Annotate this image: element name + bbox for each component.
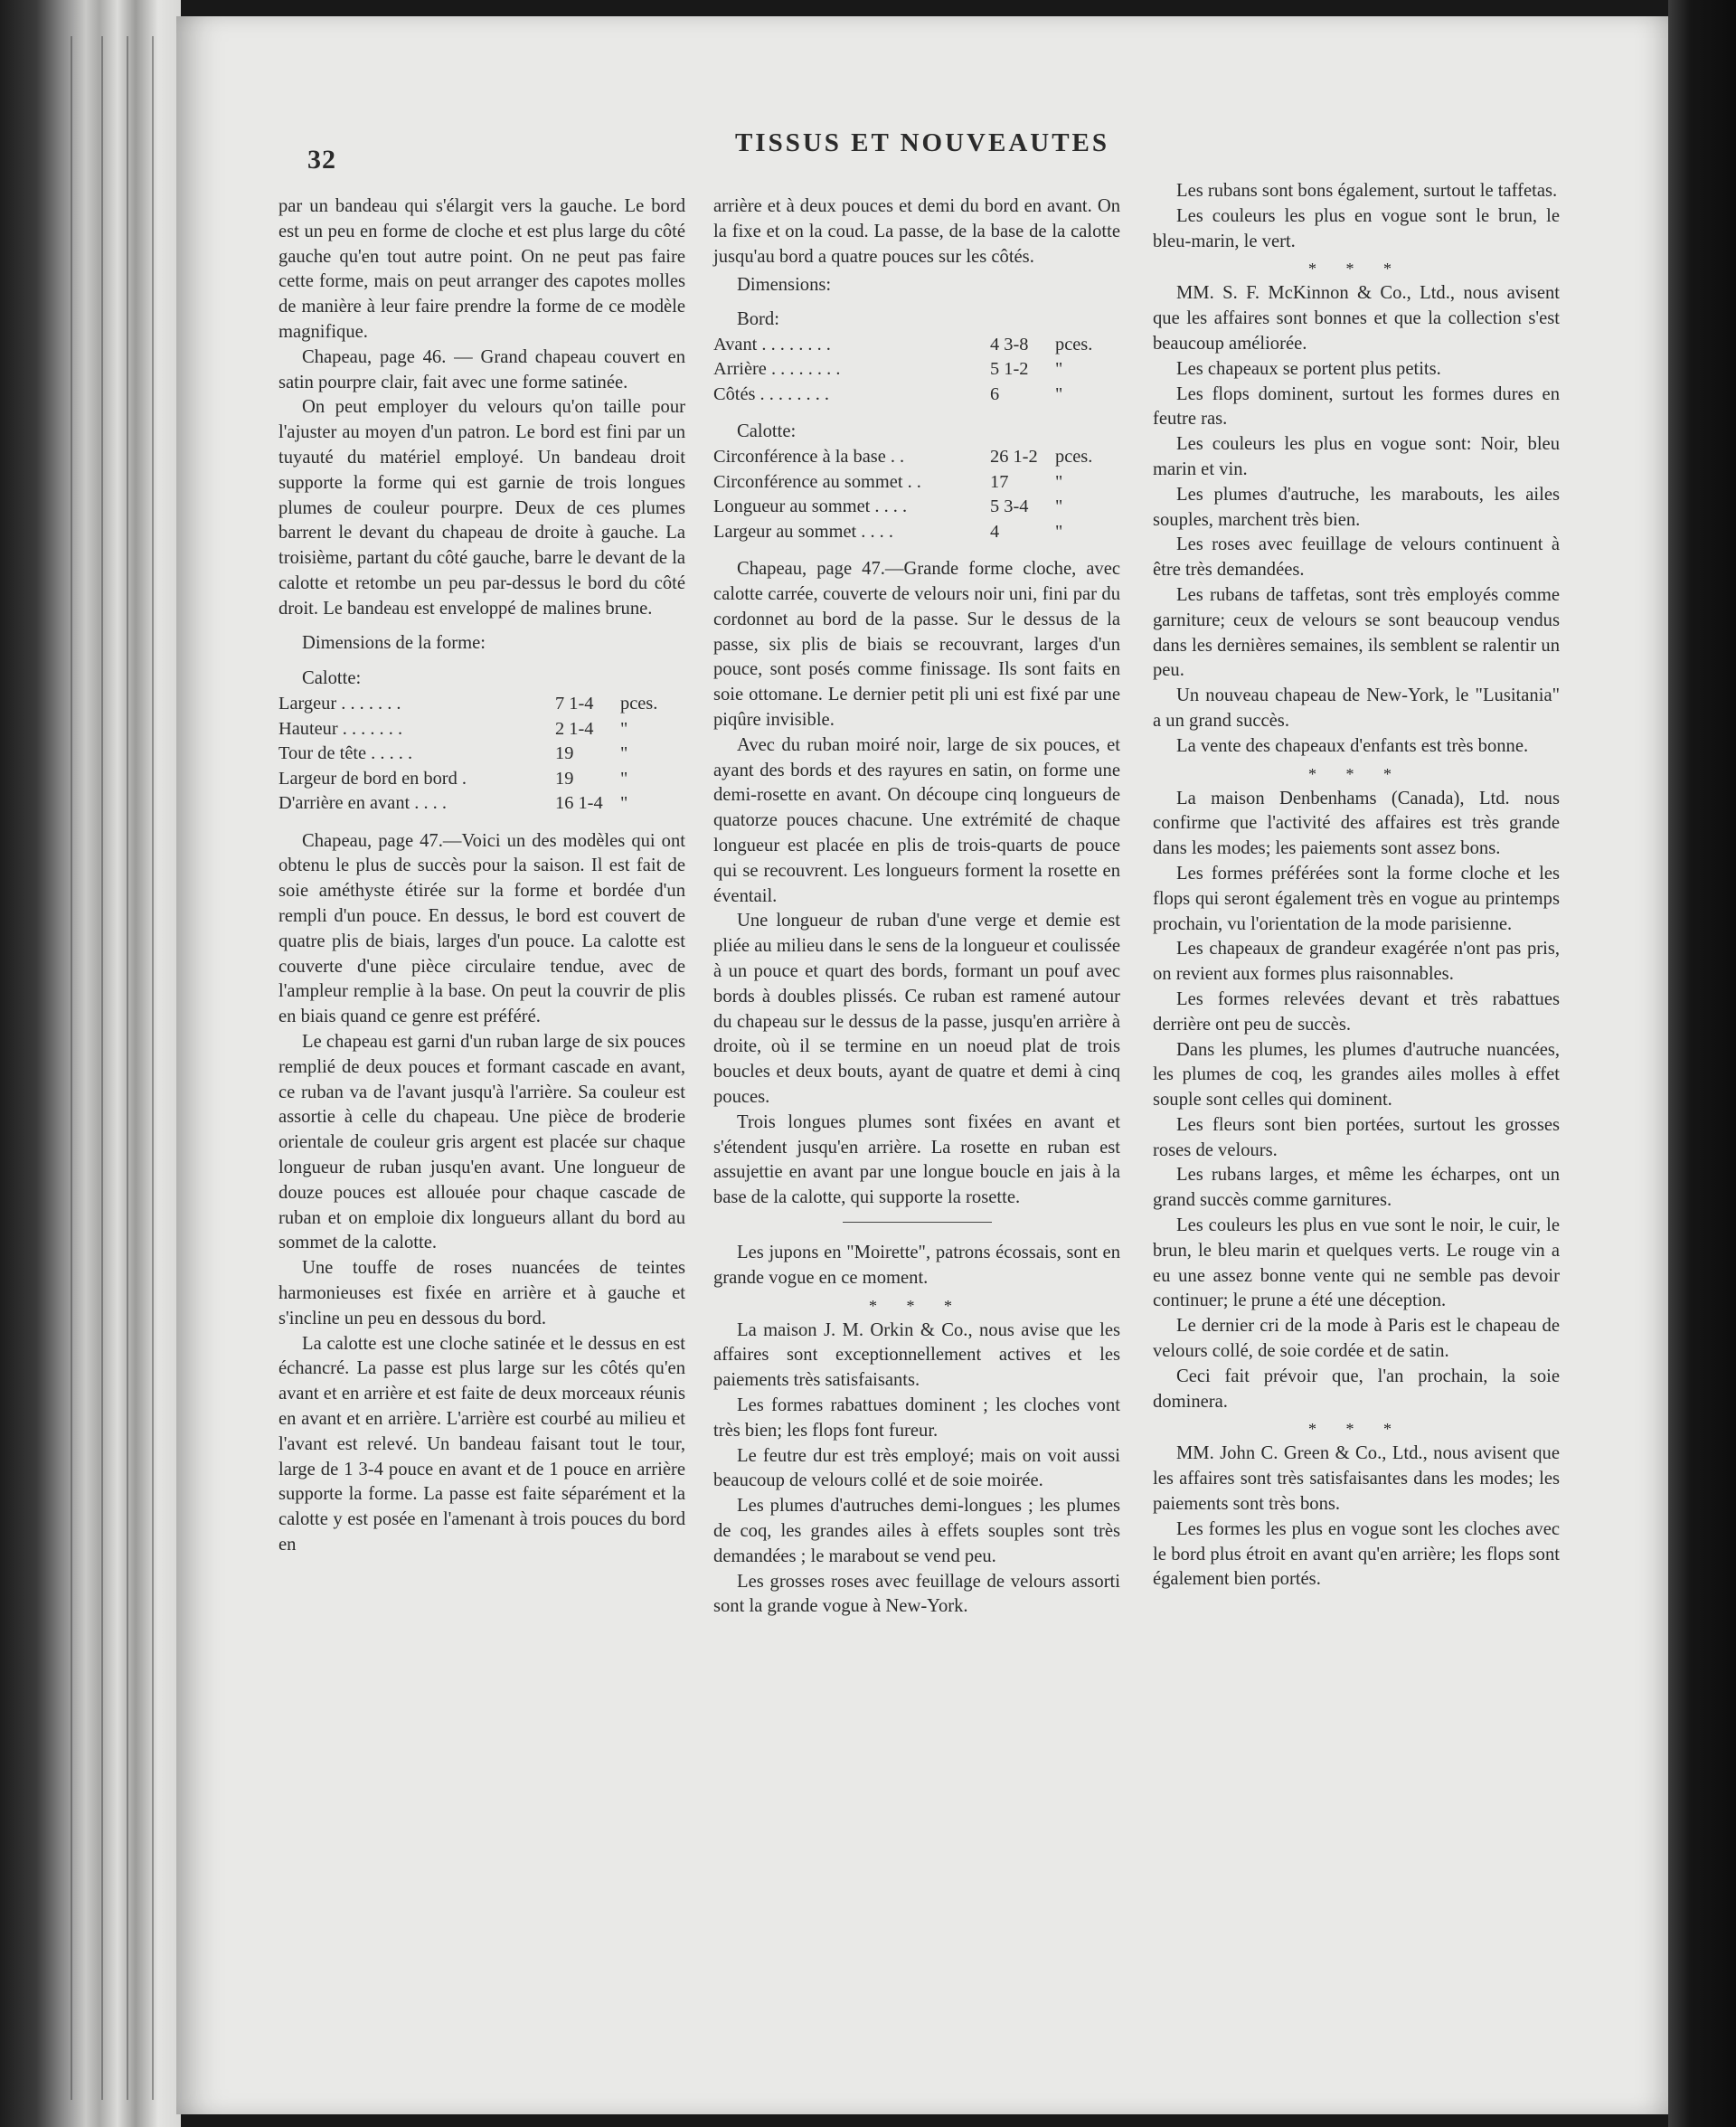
paragraph: Les formes rabattues dominent ; les cloches vont très bien; les flops font fureur. <box>713 1394 1120 1441</box>
paragraph: Les roses avec feuillage de velours continuent à être très demandées. <box>1153 534 1560 581</box>
paragraph: arrière et à deux pouces et demi du bord en avant. On la fixe et on la coud. La passe, de la base de la calotte jusqu'au bord a quatre pouces sur les côtés. <box>713 196 1120 267</box>
table-row: Tour de tête . . . . . 19 " <box>278 743 628 764</box>
paragraph: MM. John C. Green & Co., Ltd., nous avisent que les affaires sont très satisfaisantes dans les modes; les paiements sont très bons. <box>1153 1443 1560 1515</box>
paragraph: Chapeau, page 46. — Grand chapeau couvert en satin pourpre clair, fait avec une forme satinée. <box>278 346 685 392</box>
page-edge-line <box>101 36 103 2100</box>
page-edge-line <box>152 36 154 2100</box>
paragraph: Les couleurs les plus en vogue sont: Noir, bleu marin et vin. <box>1153 434 1560 479</box>
paragraph: Les rubans larges, et même les écharpes, ont un grand succès comme garnitures. <box>1153 1165 1560 1211</box>
table-row: D'arrière en avant . . . . 16 1-4 " <box>278 793 628 814</box>
paragraph: Les flops dominent, surtout les formes dures en feutre ras. <box>1153 383 1560 430</box>
section-stars: * * * <box>1308 260 1404 279</box>
paragraph: MM. S. F. McKinnon & Co., Ltd., nous avisent que les affaires sont bonnes et que la collection s'est beaucoup améliorée. <box>1153 283 1560 354</box>
section-stars: * * * <box>1308 1420 1404 1439</box>
dimensions-subheading: Calotte: <box>737 421 797 442</box>
paragraph: On peut employer du velours qu'on taille pour l'ajuster au moyen d'un patron. Le bord est fini par un tuyauté du matériel employé. Un bandeau droit supporte la forme qui est garnie de trois longues plumes de couleur pourpre. Deux de ces plumes barrent le devant du chapeau de droite à gauche. La troisième, partant du côté gauche, barre le devant de la calotte et retombe un peu par-dessus le bord du côté droit. Le bandeau est enveloppé de malines brune. <box>278 397 685 619</box>
text-column-2 <box>713 194 1120 1620</box>
paragraph: Chapeau, page 47.—Grande forme cloche, avec calotte carrée, couverte de velours noir uni, fini par du cordonnet au bord de la passe. Sur le dessus de la passe, six plis de biais se recouvrant, larges d'un pouce, sont posés comme finissage. Ils sont faits en soie ottomane. Le dernier petit pli uni est fixé par une piqûre invisible. <box>713 559 1120 731</box>
paragraph: La vente des chapeaux d'enfants est très bonne. <box>1176 735 1529 756</box>
paragraph: La maison J. M. Orkin & Co., nous avise que les affaires sont exceptionnellement actives et les paiements très satisfaisants. <box>713 1319 1120 1391</box>
paragraph: Les rubans sont bons également, surtout le taffetas. <box>1176 181 1558 201</box>
paragraph: Les plumes d'autruches demi-longues ; les plumes de coq, les grandes ailes à effets souples sont très demandées ; le marabout se vend peu. <box>713 1496 1120 1566</box>
paragraph: Trois longues plumes sont fixées en avant et s'étendent jusqu'en arrière. La rosette en ruban est assujettie en avant par une longue boucle en jais à la base de la calotte, qui supporte la rosette. <box>713 1111 1120 1208</box>
paragraph: Les formes relevées devant et très rabattues derrière ont peu de succès. <box>1153 988 1560 1035</box>
page-edge-line <box>127 36 128 2100</box>
table-row: Longueur au sommet . . . . 5 3-4 " <box>713 496 1063 517</box>
dimensions-subheading: Calotte: <box>302 668 362 689</box>
page-number: 32 <box>307 145 336 175</box>
section-stars: * * * <box>1308 764 1404 783</box>
text-column-1 <box>278 194 685 1558</box>
page-right-shadow <box>1668 0 1736 2127</box>
page-edge-line <box>71 36 72 2100</box>
paragraph: par un bandeau qui s'élargit vers la gauche. Le bord est un peu en forme de cloche et est plus large du côté gauche qu'en tout autre point. On ne peut pas faire cette forme, mais on peut arranger des capotes molles de manière à leur faire prendre la forme de ce modèle magnifique. <box>278 196 685 342</box>
table-row: Circonférence à la base . . 26 1-2 pces. <box>713 447 1093 468</box>
paragraph: Chapeau, page 47.—Voici un des modèles qui ont obtenu le plus de succès pour la saison. Il est fait de soie améthyste étirée sur la forme et bordée d'un rempli d'un pouce. En dessus, le bord est couvert de quatre plis de biais, larges d'un pouce. La calotte est couverte d'une pièce circulaire tendue, avec de l'ampleur remplie à la base. On peut la couvrir de plis en biais quand ce genre est préféré. <box>278 830 685 1027</box>
running-header: TISSUS ET NOUVEAUTES <box>734 128 1110 157</box>
paragraph: Les fleurs sont bien portées, surtout les grosses roses de velours. <box>1153 1114 1560 1160</box>
paragraph: Les plumes d'autruche, les marabouts, les ailes souples, marchent très bien. <box>1153 484 1560 530</box>
paragraph: Les chapeaux de grandeur exagérée n'ont pas pris, on revient aux formes plus raisonnables. <box>1153 939 1560 985</box>
paragraph: Le dernier cri de la mode à Paris est le chapeau de velours collé, de soie cordée et de satin. <box>1153 1316 1560 1362</box>
paragraph: Les rubans de taffetas, sont très employés comme garniture; ceux de velours se sont beaucoup vendus dans les dernières semaines, ils semblent se ralentir un peu. <box>1153 584 1560 681</box>
paragraph: Les jupons en "Moirette", patrons écossais, sont en grande vogue en ce moment. <box>713 1243 1120 1288</box>
dimensions-table <box>278 692 685 817</box>
paragraph: Une touffe de roses nuancées de teintes harmonieuses est fixée en arrière et à gauche et s'incline un peu en dessous du bord. <box>278 1258 685 1328</box>
dimensions-heading: Dimensions: <box>737 275 832 296</box>
paragraph: Le feutre dur est très employé; mais on voit aussi beaucoup de velours collé et de soie moirée. <box>713 1445 1120 1491</box>
table-row: Arrière . . . . . . . . 5 1-2 " <box>713 359 1063 380</box>
book-binding <box>0 0 181 2127</box>
section-stars: * * * <box>869 1296 965 1315</box>
table-row: Largeur de bord en bord . 19 " <box>278 768 628 789</box>
paragraph: Les formes préférées sont la forme cloche et les flops qui seront également très en vogue au printemps prochain, vu l'orientation de la mode parisienne. <box>1153 863 1560 934</box>
table-row: Largeur au sommet . . . . 4 " <box>713 521 1063 542</box>
paragraph: Les couleurs les plus en vogue sont le brun, le bleu-marin, le vert. <box>1153 205 1560 251</box>
table-row: Largeur . . . . . . . 7 1-4 pces. <box>278 694 658 714</box>
table-row: Circonférence au sommet . . 17 " <box>713 471 1063 492</box>
paragraph: Dans les plumes, les plumes d'autruche nuancées, les plumes de coq, les grandes ailes molles à effet souple sont celles qui dominent. <box>1153 1039 1560 1111</box>
paragraph: Les couleurs les plus en vue sont le noir, le cuir, le brun, le bleu marin et quelques verts. Le rouge vin a eu une assez bonne vente qui ne semble pas devoir continuer; le prune a été une déception. <box>1153 1215 1560 1311</box>
table-row: Hauteur . . . . . . . 2 1-4 " <box>278 718 628 739</box>
text-column-3 <box>1153 179 1560 1593</box>
paragraph: Un nouveau chapeau de New-York, le "Lusitania" a un grand succès. <box>1153 685 1560 731</box>
paragraph: La maison Denbenhams (Canada), Ltd. nous confirme que l'activité des affaires est très grande dans les modes; les paiements sont assez bons. <box>1153 788 1560 859</box>
dimensions-table <box>713 445 1120 544</box>
paragraph: Une longueur de ruban d'une verge et demie est pliée au milieu dans le sens de la longueur et coulissée à un pouce et quart des bords, formant un pouf avec bords à doubles plissés. Ce ruban est ramené autour du chapeau sur le dessus de la passe, jusqu'en arrière à droite, où il se termine en un noeud plat de trois boucles et deux bouts, ayant de quatre et demi à cinq pouces. <box>713 911 1120 1108</box>
dimensions-table <box>713 333 1120 408</box>
paragraph: Les grosses roses avec feuillage de velours assorti sont la grande vogue à New-York. <box>713 1571 1120 1617</box>
table-row: Avant . . . . . . . . 4 3-8 pces. <box>713 334 1093 354</box>
paragraph: Les formes les plus en vogue sont les cloches avec le bord plus étroit en avant qu'en arrière; les flops sont également bien portés. <box>1153 1518 1560 1590</box>
paragraph: Les chapeaux se portent plus petits. <box>1176 358 1441 379</box>
paragraph: Le chapeau est garni d'un ruban large de six pouces remplié de deux pouces et formant cascade en avant, ce ruban va de l'avant jusqu'à l'arrière. Sa couleur est assortie à celle du chapeau. Une pièce de broderie orientale de couleur gris argent est placée sur chaque longueur de ruban jusqu'en avant. Une longueur de douze pouces est allouée pour chaque cascade de ruban et on emploie dix longueurs allant du bord au sommet de la calotte. <box>278 1032 685 1253</box>
paragraph: Ceci fait prévoir que, l'an prochain, la soie dominera. <box>1153 1366 1560 1412</box>
dimensions-subheading: Bord: <box>737 309 779 330</box>
dimensions-heading: Dimensions de la forme: <box>302 632 486 653</box>
paragraph: Avec du ruban moiré noir, large de six pouces, et ayant des bords et des rayures en satin, on forme une demi-rosette en avant. On découpe cinq longueurs de quatorze pouces chacune. Une extrémité de chaque longueur est placée en plis de trois-quarts de pouce qui se recouvrent. Les longueurs forment la rosette en éventail. <box>713 734 1120 906</box>
section-divider <box>843 1222 992 1223</box>
paragraph: La calotte est une cloche satinée et le dessus en est échancré. La passe est plus large sur les côtés qu'en avant et en arrière et est faite de deux morceaux réunis en avant et en arrière. L'arrière est courbé au milieu et l'avant est relevé. Un bandeau faisant tout le tour, large de 1 3-4 pouce en avant et de 1 pouce en arrière supporte la forme. La passe est faite séparément et la calotte y est posée en l'amenant à trois pouces du bord en <box>278 1333 685 1555</box>
table-row: Côtés . . . . . . . . 6 " <box>713 383 1063 404</box>
